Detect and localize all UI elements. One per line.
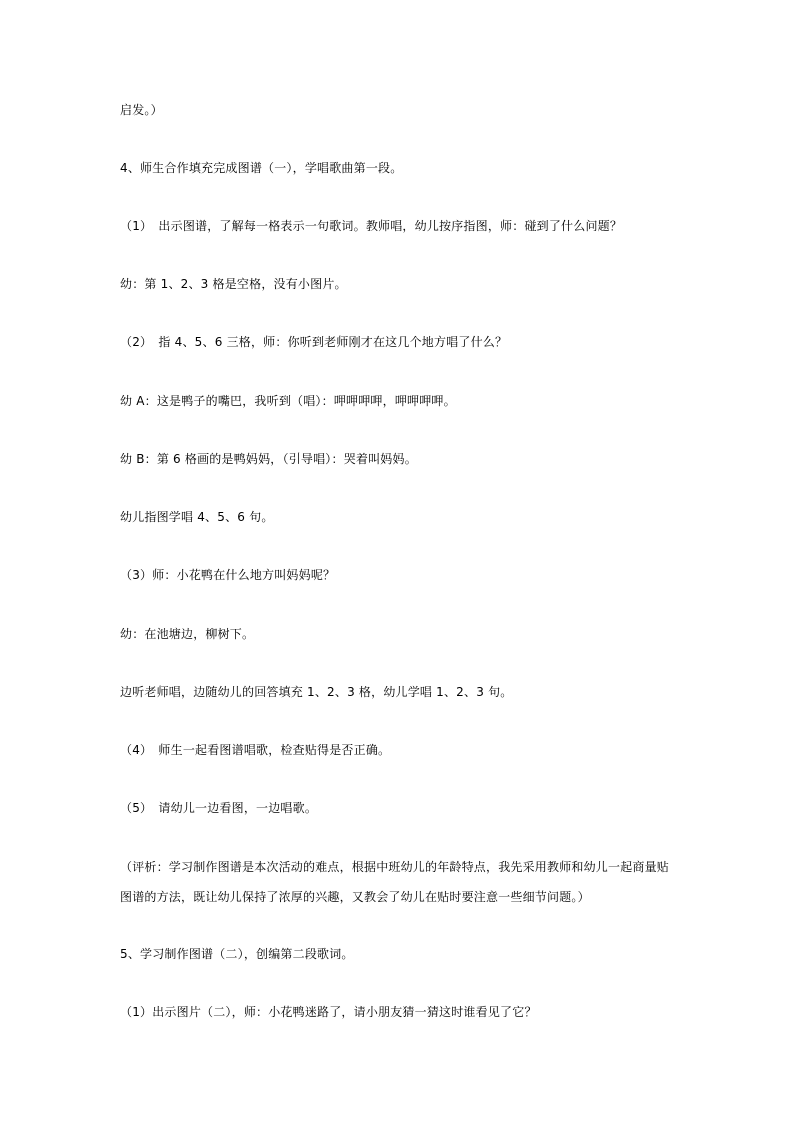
paragraph: （5） 请幼儿一边看图，一边唱歌。 xyxy=(120,801,318,815)
paragraph: 幼儿指图学唱 4、5、6 句。 xyxy=(120,510,274,524)
paragraph: 幼：第 1、2、3 格是空格，没有小图片。 xyxy=(120,277,347,291)
paragraph: （1）出示图片（二），师：小花鸭迷路了，请小朋友猜一猜这时谁看见了它？ xyxy=(120,1005,537,1019)
paragraph: 启发。） xyxy=(120,103,163,117)
commentary-paragraph: （评析：学习制作图谱是本次活动的难点，根据中班幼儿的年龄特点，我先采用教师和幼儿一起商量贴图谱的方法，既让幼儿保持了浓厚的兴趣，又教会了幼儿在贴时要注意一些细节问题。） xyxy=(120,860,670,904)
paragraph: （4） 师生一起看图谱唱歌，检查贴得是否正确。 xyxy=(120,743,391,757)
paragraph: （1） 出示图谱，了解每一格表示一句歌词。教师唱，幼儿按序指图，师：碰到了什么问题？ xyxy=(120,219,623,233)
paragraph: 幼 A：这是鸭子的嘴巴，我听到（唱）：呷呷呷呷，呷呷呷呷。 xyxy=(120,394,456,408)
paragraph: （2） 指 4、5、6 三格，师：你听到老师刚才在这几个地方唱了什么？ xyxy=(120,335,508,349)
paragraph: 幼：在池塘边，柳树下。 xyxy=(120,627,255,641)
paragraph: 边听老师唱，边随幼儿的回答填充 1、2、3 格，幼儿学唱 1、2、3 句。 xyxy=(120,685,513,699)
section-heading: 5、学习制作图谱（二），创编第二段歌词。 xyxy=(120,947,354,961)
paragraph: 幼 B：第 6 格画的是鸭妈妈，（引导唱）：哭着叫妈妈。 xyxy=(120,452,417,466)
paragraph: （3）师：小花鸭在什么地方叫妈妈呢？ xyxy=(120,568,336,582)
section-heading: 4、师生合作填充完成图谱（一），学唱歌曲第一段。 xyxy=(120,161,403,175)
